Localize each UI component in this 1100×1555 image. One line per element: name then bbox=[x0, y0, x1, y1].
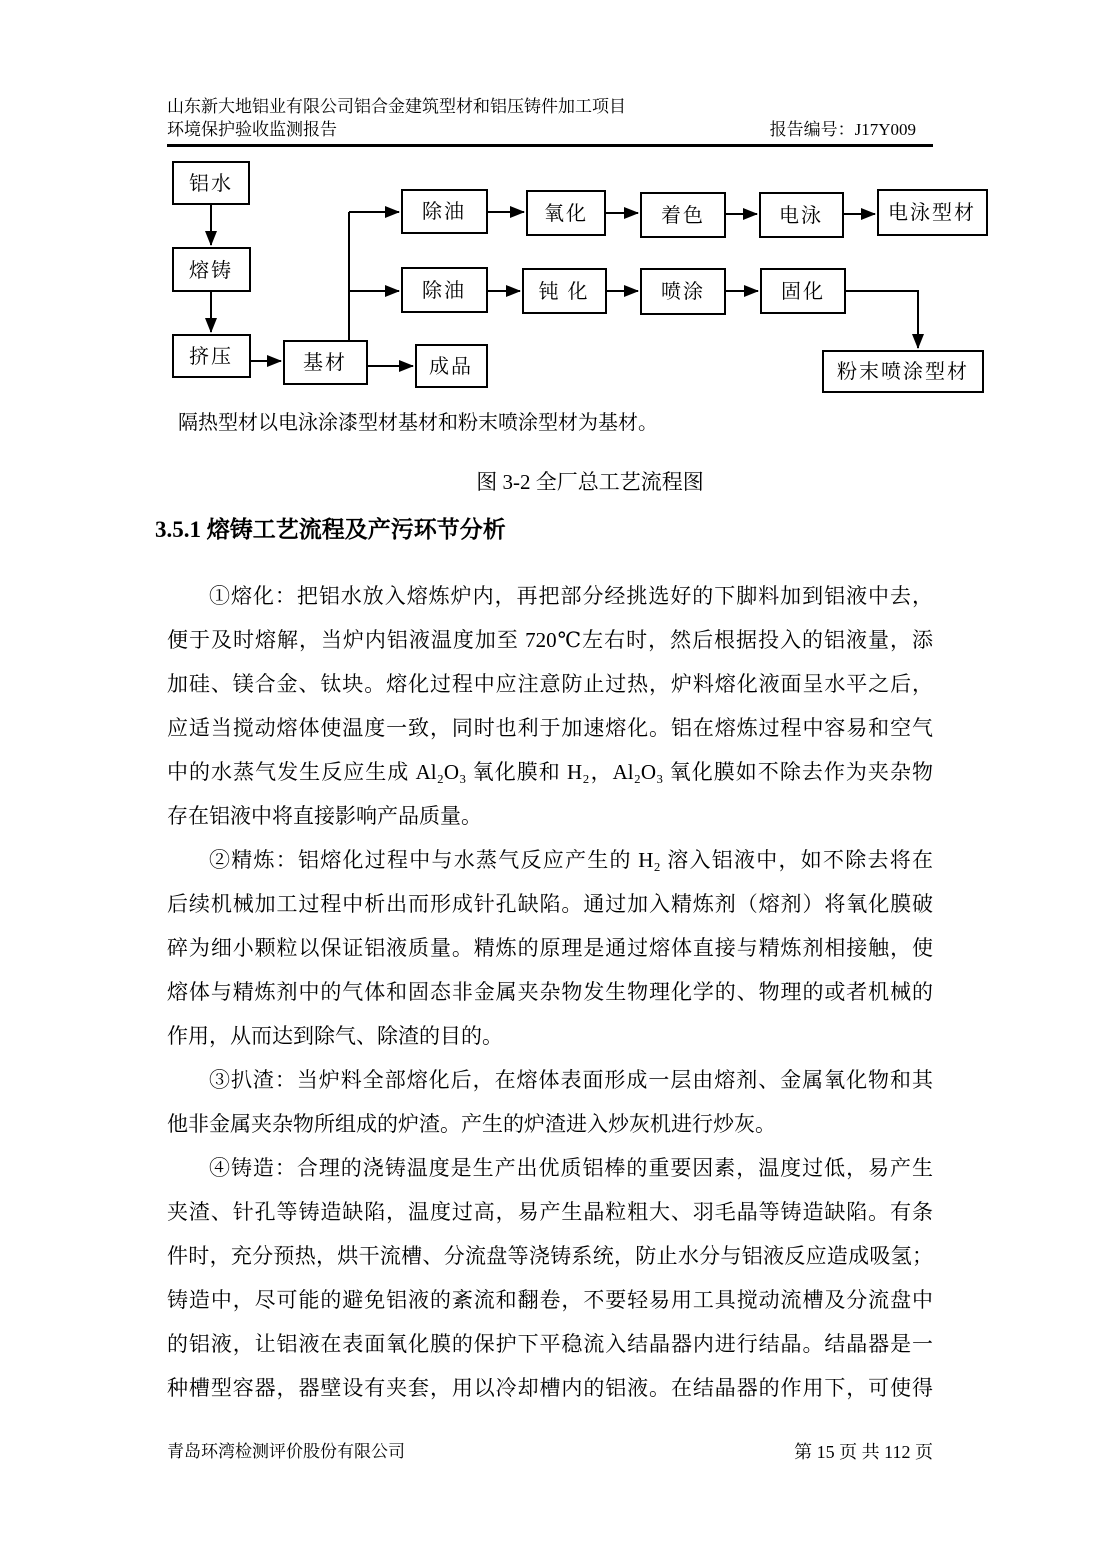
footer-company: 青岛环湾检测评价股份有限公司 bbox=[167, 1442, 405, 1461]
svg-text:除油: 除油 bbox=[422, 280, 466, 302]
body-text bbox=[167, 574, 933, 1410]
body-line: 作用，从而达到除气、除渣的目的。 bbox=[167, 1024, 503, 1048]
body-line: 加硅、镁合金、钛块。熔化过程中应注意防止过热，炉料熔化液面呈水平之后， bbox=[167, 672, 933, 696]
svg-text:熔铸: 熔铸 bbox=[189, 260, 233, 282]
body-line: 存在铝液中将直接影响产品质量。 bbox=[167, 804, 482, 828]
body-line: 铸造中，尽可能的避免铝液的紊流和翻卷，不要轻易用工具搅动流槽及分流盘中 bbox=[167, 1288, 933, 1312]
flow-node-degrease-1 bbox=[402, 190, 487, 233]
flow-node-oxidation bbox=[527, 191, 605, 235]
process-flowchart bbox=[0, 0, 1100, 420]
figure-caption: 图 3-2 全厂总工艺流程图 bbox=[476, 470, 704, 494]
flow-node-spraying bbox=[641, 269, 725, 314]
svg-text:电泳: 电泳 bbox=[779, 205, 823, 227]
page-footer bbox=[167, 1440, 933, 1466]
flow-node-powder-coating-profile bbox=[823, 351, 983, 392]
section-heading: 3.5.1 熔铸工艺流程及产污环节分析 bbox=[155, 517, 506, 542]
svg-text:基材: 基材 bbox=[303, 352, 347, 374]
svg-text:钝 化: 钝 化 bbox=[538, 281, 590, 303]
svg-text:电泳型材: 电泳型材 bbox=[888, 202, 976, 224]
flow-node-molten-aluminum bbox=[173, 162, 249, 204]
body-line: 种槽型容器，器壁设有夹套，用以冷却槽内的铝液。在结晶器的作用下，可使得 bbox=[167, 1376, 933, 1400]
body-line: 后续机械加工过程中析出而形成针孔缺陷。通过加入精炼剂（熔剂）将氧化膜破 bbox=[167, 892, 933, 916]
svg-text:固化: 固化 bbox=[781, 281, 825, 303]
svg-text:挤压: 挤压 bbox=[189, 346, 233, 368]
body-line: ③扒渣：当炉料全部熔化后，在熔体表面形成一层由熔剂、金属氧化物和其 bbox=[209, 1068, 933, 1092]
svg-text:氧化: 氧化 bbox=[544, 203, 588, 225]
body-line: 的铝液，让铝液在表面氧化膜的保护下平稳流入结晶器内进行结晶。结晶器是一 bbox=[167, 1332, 933, 1356]
footer-page-number: 第 15 页 共 112 页 bbox=[794, 1442, 933, 1462]
svg-text:铝水: 铝水 bbox=[189, 173, 233, 195]
body-line: 碎为细小颗粒以保证铝液质量。精炼的原理是通过熔体直接与精炼剂相接触，使 bbox=[167, 936, 933, 960]
flow-node-melt-casting bbox=[173, 248, 250, 291]
body-line: ④铸造：合理的浇铸温度是生产出优质铝棒的重要因素，温度过低，易产生 bbox=[209, 1156, 933, 1180]
body-line: 熔体与精炼剂中的气体和固态非金属夹杂物发生物理化学的、物理的或者机械的 bbox=[167, 980, 933, 1004]
body-line: 中的水蒸气发生反应生成 Al₂O₃ 氧化膜和 H₂，Al₂O₃ 氧化膜如不除去作为夹杂物 bbox=[167, 760, 933, 784]
svg-text:成品: 成品 bbox=[429, 356, 473, 378]
body-line: ①熔化：把铝水放入熔炼炉内，再把部分经挑选好的下脚料加到铝液中去， bbox=[209, 584, 933, 608]
body-line: 他非金属夹杂物所组成的炉渣。产生的炉渣进入炒灰机进行炒灰。 bbox=[167, 1112, 776, 1136]
flow-node-electrophoresis-profile bbox=[878, 190, 987, 235]
body-line: 便于及时熔解，当炉内铝液温度加至 720℃左右时，然后根据投入的铝液量，添 bbox=[167, 628, 933, 652]
svg-text:粉末喷涂型材: 粉末喷涂型材 bbox=[837, 361, 969, 383]
header-title-line2: 环境保护验收监测报告 bbox=[167, 120, 337, 139]
report-number: 报告编号：J17Y009 bbox=[769, 120, 916, 139]
body-line: 夹渣、针孔等铸造缺陷，温度过高，易产生晶粒粗大、羽毛晶等铸造缺陷。有条 bbox=[167, 1200, 933, 1224]
body-line: 应适当搅动熔体使温度一致，同时也利于加速熔化。铝在熔炼过程中容易和空气 bbox=[167, 716, 933, 740]
svg-text:着色: 着色 bbox=[661, 205, 705, 227]
flow-node-extrusion bbox=[173, 335, 250, 377]
flow-node-degrease-2 bbox=[402, 268, 487, 312]
flow-node-curing bbox=[761, 269, 845, 313]
header-title-line1: 山东新大地铝业有限公司铝合金建筑型材和铝压铸件加工项目 bbox=[167, 97, 626, 116]
arrow-curing-to-powder-profile bbox=[846, 291, 918, 348]
svg-text:除油: 除油 bbox=[422, 201, 466, 223]
body-line: ②精炼：铝熔化过程中与水蒸气反应产生的 H₂ 溶入铝液中，如不除去将在 bbox=[209, 848, 933, 872]
flow-node-coloring bbox=[641, 193, 725, 237]
flow-node-base-material bbox=[284, 341, 367, 384]
flowchart-note: 隔热型材以电泳涂漆型材基材和粉末喷涂型材为基材。 bbox=[178, 412, 658, 434]
svg-text:喷涂: 喷涂 bbox=[661, 281, 705, 303]
flow-node-electrophoresis bbox=[760, 193, 843, 237]
flow-node-passivation bbox=[523, 269, 606, 313]
flow-node-finished-product bbox=[416, 345, 487, 387]
body-line: 件时，充分预热，烘干流槽、分流盘等浇铸系统，防止水分与铝液反应造成吸氢； bbox=[167, 1244, 933, 1268]
